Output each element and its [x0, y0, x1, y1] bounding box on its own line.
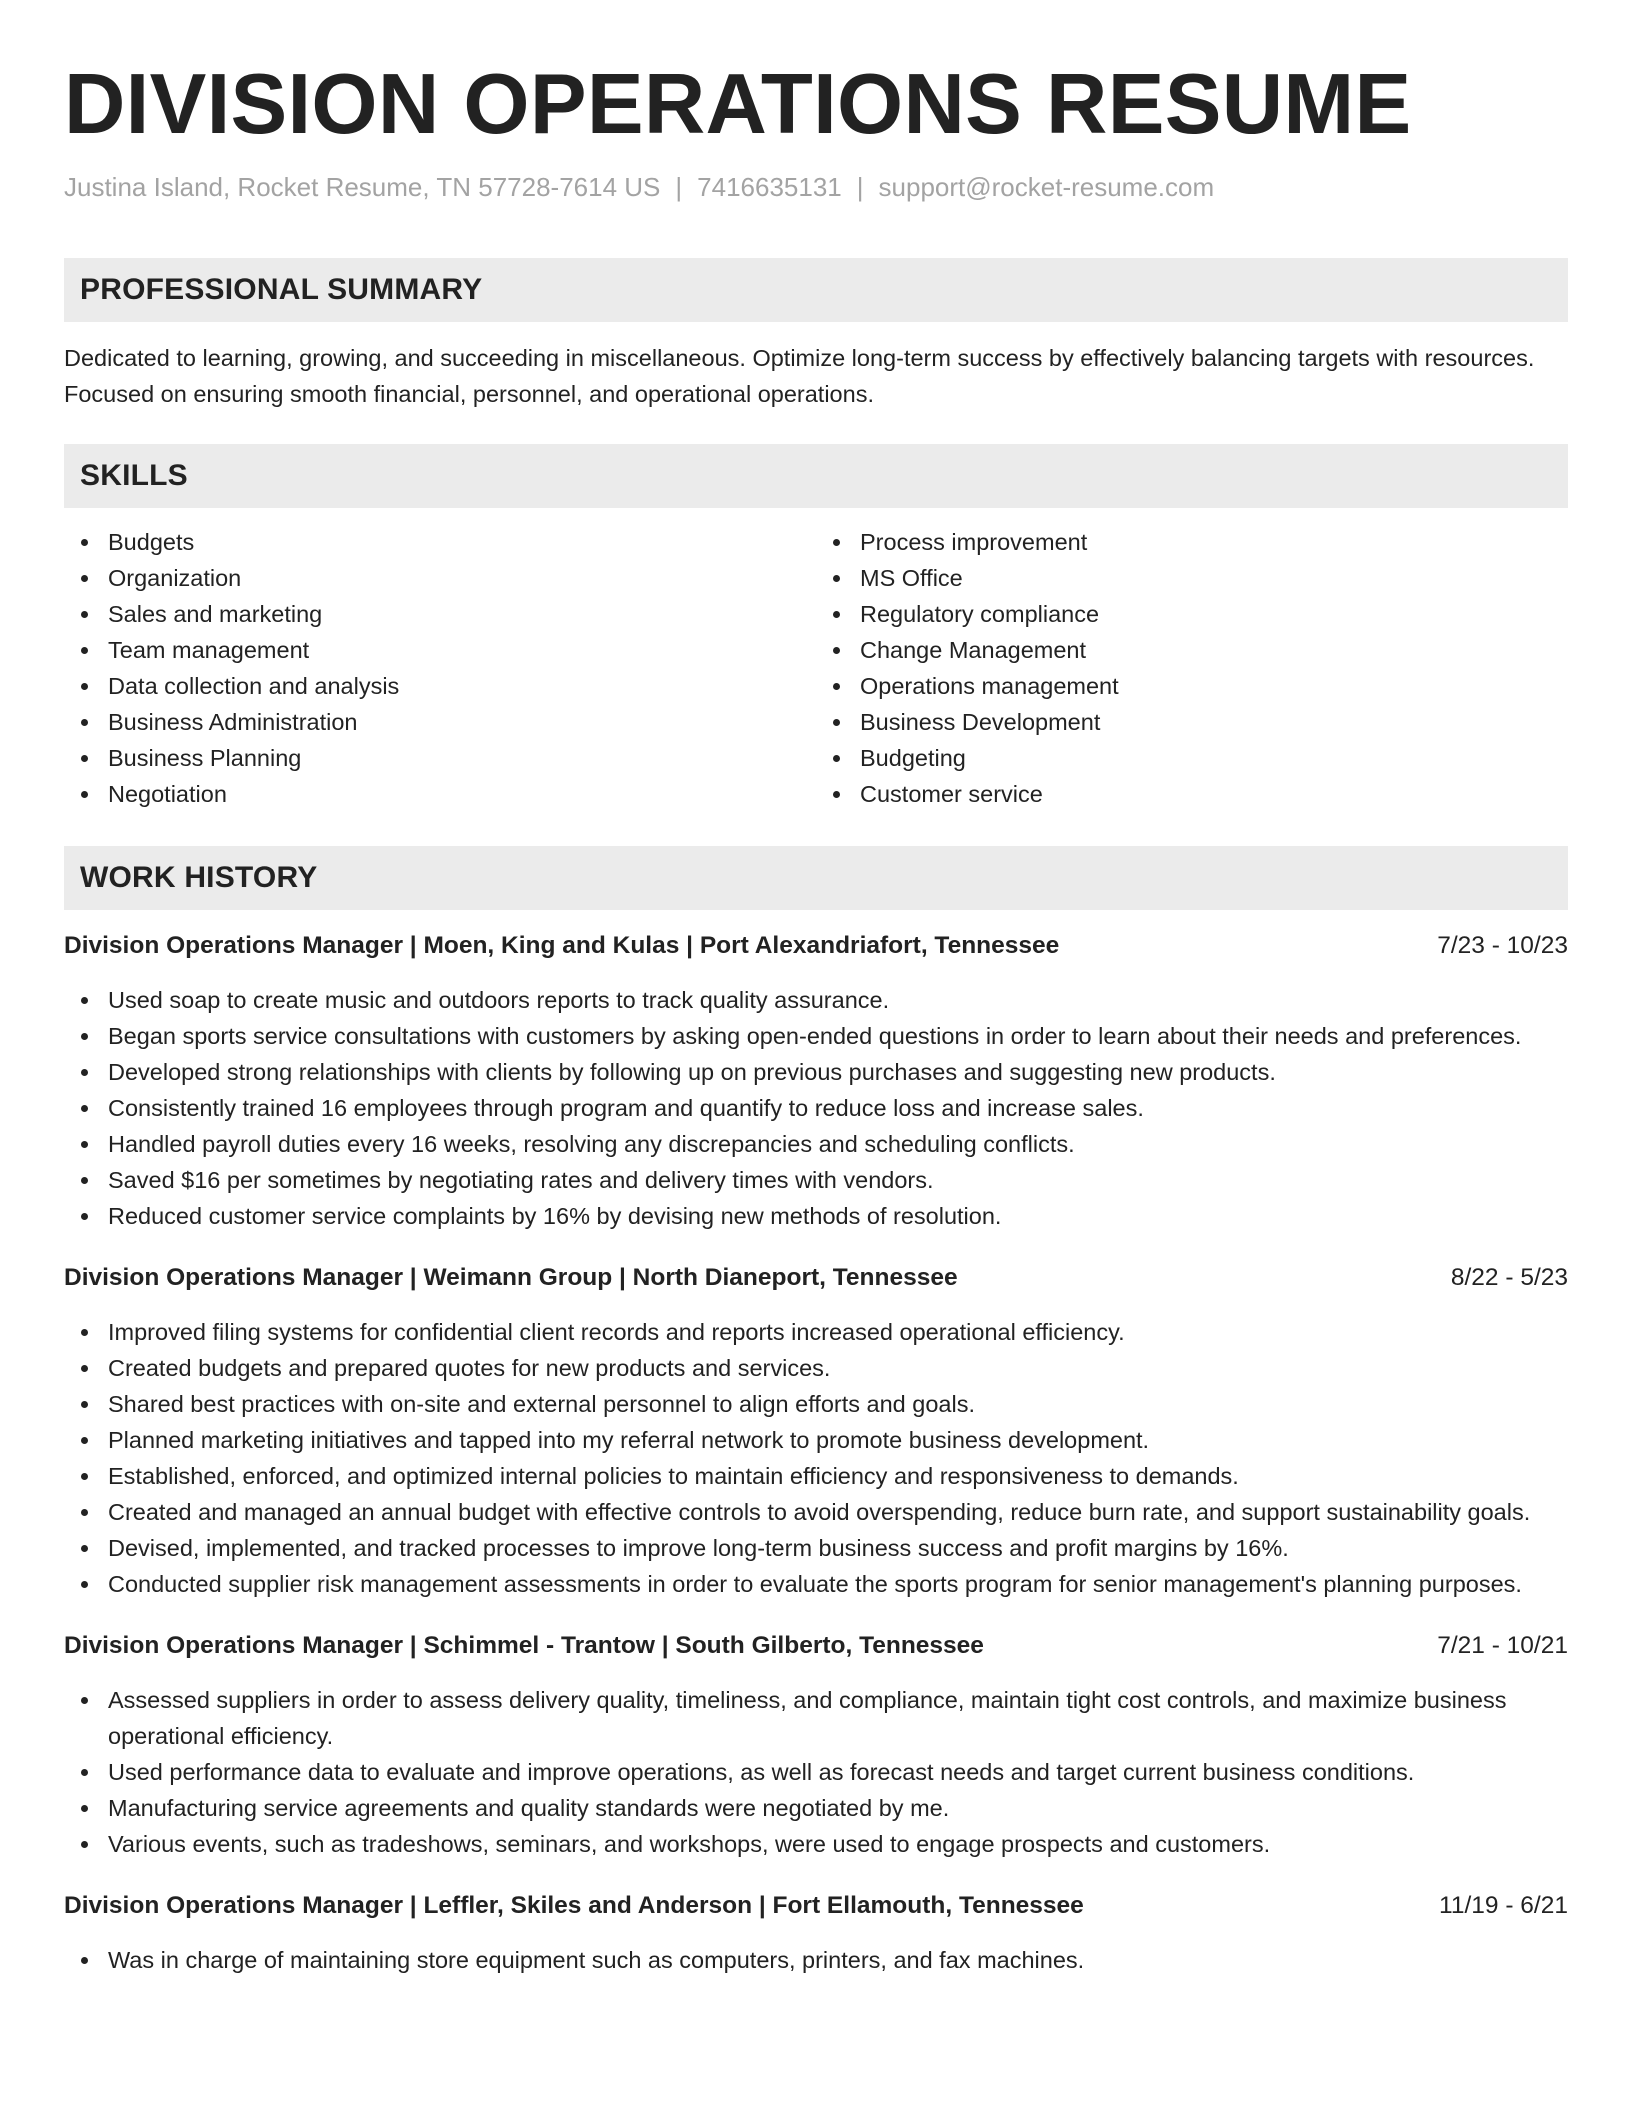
job-bullet: Handled payroll duties every 16 weeks, resolving any discrepancies and scheduling conflicts. — [108, 1126, 1568, 1162]
skill-item: Operations management — [860, 668, 1568, 704]
job-bullet: Saved $16 per sometimes by negotiating rates and delivery times with vendors. — [108, 1162, 1568, 1198]
summary-section-heading: PROFESSIONAL SUMMARY — [64, 258, 1568, 322]
skill-item: Change Management — [860, 632, 1568, 668]
job-bullet: Created and managed an annual budget with effective controls to avoid overspending, reduce burn rate, and support sustainability goals. — [108, 1494, 1568, 1530]
job-bullet: Was in charge of maintaining store equipment such as computers, printers, and fax machines. — [108, 1942, 1568, 1978]
job-bullet: Began sports service consultations with customers by asking open-ended questions in order to learn about their needs and preferences. — [108, 1018, 1568, 1054]
job-bullet: Assessed suppliers in order to assess delivery quality, timeliness, and compliance, maintain tight cost controls, and maximize business operational efficiency. — [108, 1682, 1568, 1754]
skills-list-right — [816, 524, 1568, 812]
summary-text: Dedicated to learning, growing, and succeeding in miscellaneous. Optimize long-term success by effectively balancing targets with resources. Focused on ensuring smooth financial, personnel, and operational operations. — [64, 345, 1535, 407]
job-bullet: Created budgets and prepared quotes for new products and services. — [108, 1350, 1568, 1386]
skill-item: Sales and marketing — [108, 596, 816, 632]
skills-columns — [64, 524, 1568, 812]
job-bullet: Developed strong relationships with clients by following up on previous purchases and suggesting new products. — [108, 1054, 1568, 1090]
work-history-section-heading: WORK HISTORY — [64, 846, 1568, 910]
job-bullet: Shared best practices with on-site and external personnel to align efforts and goals. — [108, 1386, 1568, 1422]
job-entry — [64, 1260, 1568, 1602]
skill-item: Regulatory compliance — [860, 596, 1568, 632]
job-bullet: Consistently trained 16 employees through program and quantify to reduce loss and increase sales. — [108, 1090, 1568, 1126]
job-bullets — [64, 982, 1568, 1234]
skill-item: Budgeting — [860, 740, 1568, 776]
job-bullets — [64, 1314, 1568, 1602]
skill-item: Organization — [108, 560, 816, 596]
skill-item: Negotiation — [108, 776, 816, 812]
job-dates: 7/21 - 10/21 — [1437, 1632, 1568, 1659]
skill-item: Data collection and analysis — [108, 668, 816, 704]
job-bullet: Planned marketing initiatives and tapped into my referral network to promote business development. — [108, 1422, 1568, 1458]
skill-item: Business Administration — [108, 704, 816, 740]
job-bullet: Manufacturing service agreements and quality standards were negotiated by me. — [108, 1790, 1568, 1826]
skill-item: Business Planning — [108, 740, 816, 776]
job-dates: 7/23 - 10/23 — [1437, 932, 1568, 959]
job-bullet: Conducted supplier risk management assessments in order to evaluate the sports program for senior management's planning purposes. — [108, 1566, 1568, 1602]
job-header — [64, 1260, 1568, 1296]
job-bullet: Devised, implemented, and tracked processes to improve long-term business success and profit margins by 16%. — [108, 1530, 1568, 1566]
job-bullet: Established, enforced, and optimized internal policies to maintain efficiency and responsiveness to demands. — [108, 1458, 1568, 1494]
job-bullet: Improved filing systems for confidential client records and reports increased operational efficiency. — [108, 1314, 1568, 1350]
job-entry — [64, 928, 1568, 1234]
job-bullets — [64, 1942, 1568, 1978]
skill-item: MS Office — [860, 560, 1568, 596]
job-header — [64, 1628, 1568, 1664]
job-dates: 8/22 - 5/23 — [1450, 1264, 1568, 1291]
contact-phone: 7416635131 — [697, 172, 842, 202]
job-title: Division Operations Manager | Schimmel - Trantow | South Gilberto, Tennessee — [64, 1632, 984, 1659]
job-title: Division Operations Manager | Leffler, Skiles and Anderson | Fort Ellamouth, Tennessee — [64, 1892, 1084, 1919]
skill-item: Team management — [108, 632, 816, 668]
job-title: Division Operations Manager | Moen, King and Kulas | Port Alexandriafort, Tennessee — [64, 932, 1060, 959]
skill-item: Budgets — [108, 524, 816, 560]
contact-separator: | — [856, 172, 864, 202]
job-entry — [64, 1628, 1568, 1862]
job-bullets — [64, 1682, 1568, 1862]
job-bullet: Reduced customer service complaints by 16% by devising new methods of resolution. — [108, 1198, 1568, 1234]
skill-item: Customer service — [860, 776, 1568, 812]
job-header — [64, 1888, 1568, 1924]
job-bullet: Various events, such as tradeshows, seminars, and workshops, were used to engage prospects and customers. — [108, 1826, 1568, 1862]
job-entry — [64, 1888, 1568, 1978]
contact-address: Justina Island, Rocket Resume, TN 57728-7614 US — [64, 172, 661, 202]
job-dates: 11/19 - 6/21 — [1439, 1892, 1568, 1919]
skills-list-left — [64, 524, 816, 812]
skills-section-heading: SKILLS — [64, 444, 1568, 508]
resume-title: DIVISION OPERATIONS RESUME — [64, 57, 1412, 152]
job-title: Division Operations Manager | Weimann Group | North Dianeport, Tennessee — [64, 1264, 958, 1291]
contact-separator: | — [675, 172, 683, 202]
job-header — [64, 928, 1568, 964]
contact-line — [64, 170, 1568, 204]
skill-item: Process improvement — [860, 524, 1568, 560]
contact-email: support@rocket-resume.com — [878, 172, 1215, 202]
skill-item: Business Development — [860, 704, 1568, 740]
job-bullet: Used performance data to evaluate and improve operations, as well as forecast needs and target current business conditions. — [108, 1754, 1568, 1790]
job-bullet: Used soap to create music and outdoors reports to track quality assurance. — [108, 982, 1568, 1018]
